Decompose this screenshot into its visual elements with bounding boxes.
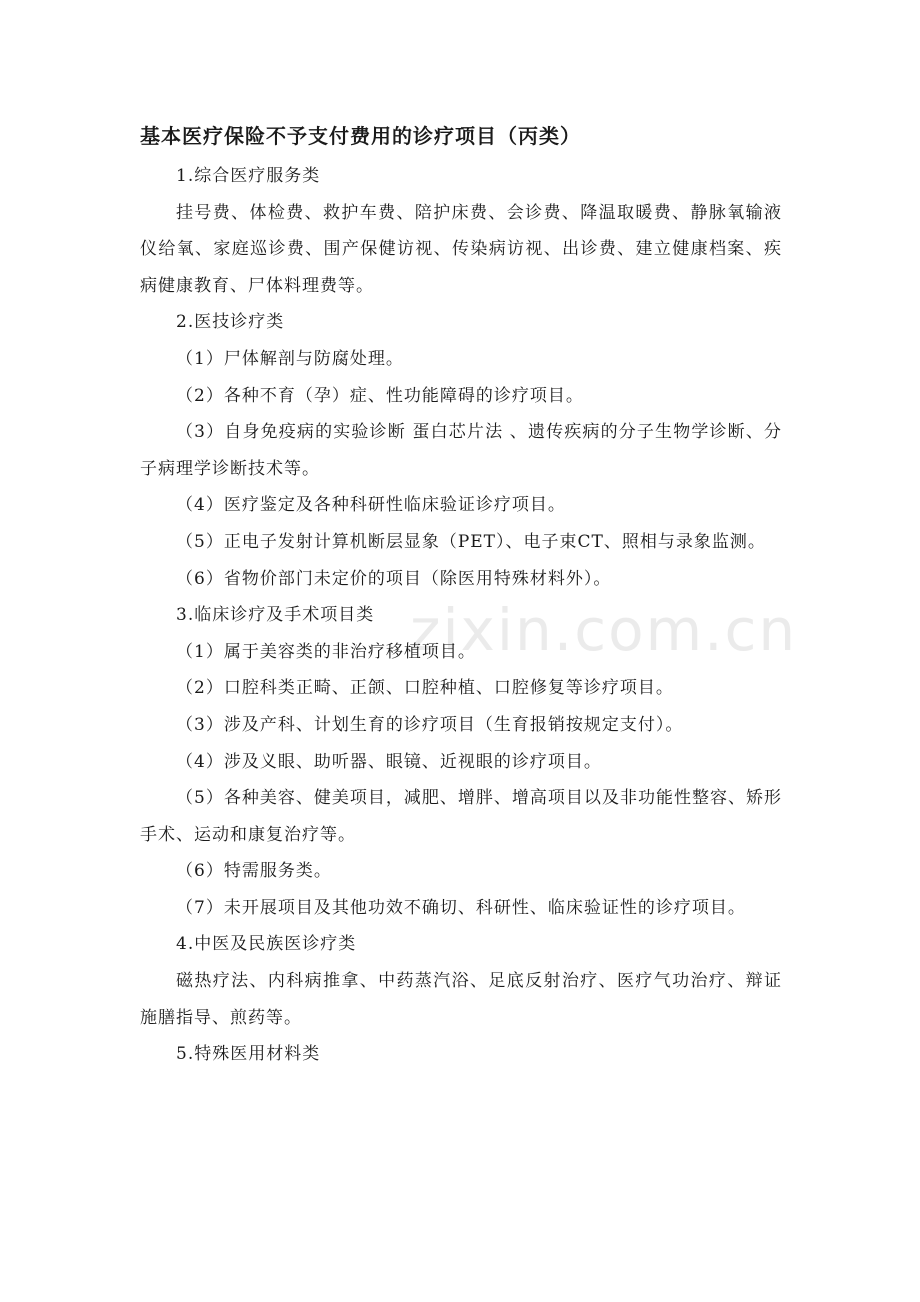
list-item: （2）口腔科类正畸、正颌、口腔种植、口腔修复等诊疗项目。 bbox=[176, 678, 674, 699]
body-paragraph: 挂号费、体检费、救护车费、陪护床费、会诊费、降温取暖费、静脉氧输液仪给氧、家庭巡诊费、围产保健访视、传染病访视、出诊费、建立健康档案、疾病健康教育、尸体料理费等。 bbox=[140, 202, 782, 296]
section-heading: 3.临床诊疗及手术项目类 bbox=[176, 605, 375, 626]
list-item: （3）涉及产科、计划生育的诊疗项目（生育报销按规定支付）。 bbox=[176, 714, 684, 735]
list-item: （5）各种美容、健美项目，减肥、增胖、增高项目以及非功能性整容、矫形手术、运动和康复治疗等。 bbox=[140, 788, 782, 845]
list-item: （1）属于美容类的非治疗移植项目。 bbox=[176, 641, 476, 662]
list-item: （7）未开展项目及其他功效不确切、科研性、临床验证性的诊疗项目。 bbox=[176, 897, 746, 918]
list-item: （3）自身免疫病的实验诊断 蛋白芯片法 、遗传疾病的分子生物学诊断、分子病理学诊断技术等。 bbox=[140, 422, 782, 479]
list-item: （6）省物价部门未定价的项目（除医用特殊材料外）。 bbox=[176, 568, 612, 589]
section-heading: 4.中医及民族医诊疗类 bbox=[176, 934, 357, 955]
section-heading: 1.综合医疗服务类 bbox=[176, 166, 321, 186]
list-item: （1）尸体解剖与防腐处理。 bbox=[176, 348, 404, 369]
document-title: 基本医疗保险不予支付费用的诊疗项目（丙类） bbox=[140, 124, 581, 148]
section-heading: 5.特殊医用材料类 bbox=[176, 1044, 321, 1065]
list-item: （5）正电子发射计算机断层显象（PET）、电子束CT、照相与录象监测。 bbox=[176, 531, 766, 552]
document-body bbox=[140, 118, 782, 1073]
list-item: （4）涉及义眼、助听器、眼镜、近视眼的诊疗项目。 bbox=[176, 751, 602, 772]
watermark: zixin.com.cn bbox=[410, 596, 798, 664]
list-item: （2）各种不育（孕）症、性功能障碍的诊疗项目。 bbox=[176, 385, 584, 406]
section-heading: 2.医技诊疗类 bbox=[176, 312, 285, 333]
list-item: （6）特需服务类。 bbox=[176, 861, 332, 882]
list-item: （4）医疗鉴定及各种科研性临床验证诊疗项目。 bbox=[176, 495, 566, 516]
body-paragraph: 磁热疗法、内科病推拿、中药蒸汽浴、足底反射治疗、医疗气功治疗、辩证施膳指导、煎药等。 bbox=[140, 971, 782, 1028]
